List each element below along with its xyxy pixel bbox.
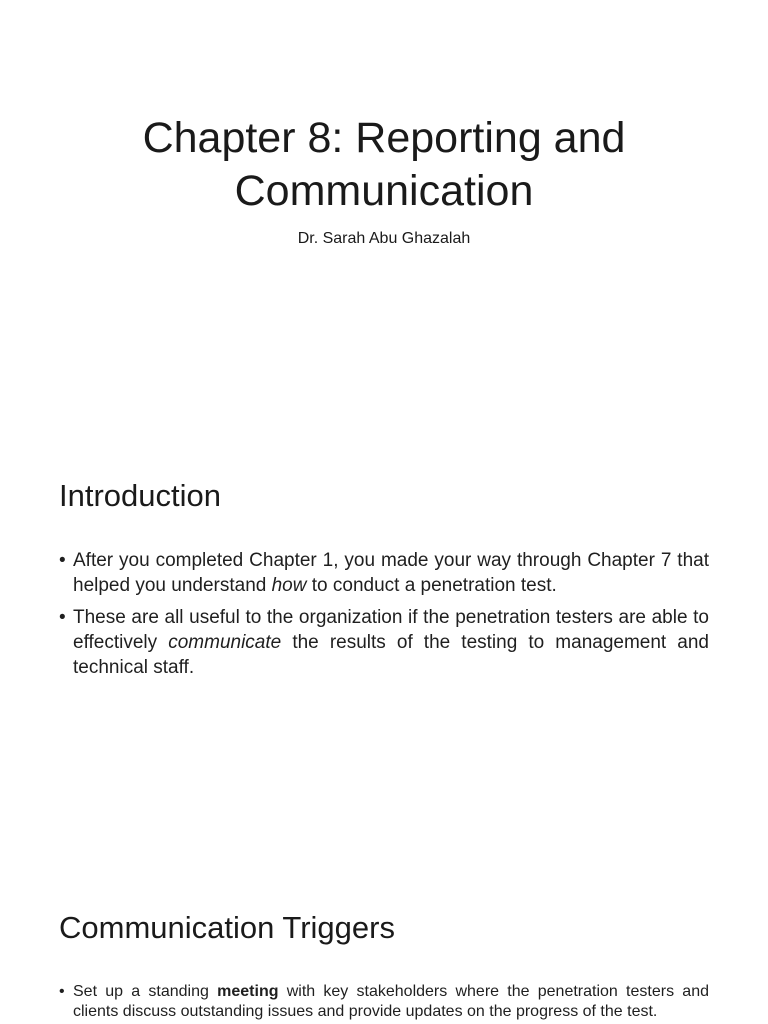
bullet-strong-text: meeting — [217, 983, 279, 1000]
title-slide — [0, 0, 768, 432]
bullet-icon: • — [59, 983, 65, 1000]
bullet-icon: • — [59, 550, 66, 571]
bullet-text: Set up a standing — [73, 983, 218, 1000]
bullet-text: with key stakeholders where the penetration testers and clients discuss outstanding issues and provide updates on the progress of the test. — [73, 983, 710, 1020]
bullet-item — [59, 605, 709, 680]
bullet-icon: • — [59, 607, 66, 628]
slide-subtitle-author: Dr. Sarah Abu Ghazalah — [297, 230, 471, 247]
bullet-text: These are all useful to the organization if the penetration testers are able to effectively — [73, 607, 709, 653]
bullet-item — [59, 548, 709, 598]
bullet-list — [59, 548, 709, 687]
bullet-text: to conduct a penetration test. — [306, 575, 557, 596]
bullet-text: After you completed Chapter 1, you made your way through Chapter 7 that helped you understand — [73, 550, 709, 596]
slide-title: Chapter 8: Reporting and Communication — [142, 114, 626, 215]
bullet-emphasis: communicate — [168, 632, 282, 653]
bullet-item — [59, 982, 709, 1022]
communication-triggers-slide — [0, 864, 768, 1024]
bullet-emphasis: how — [271, 575, 307, 596]
bullet-list — [59, 982, 709, 1022]
bullet-text: the results of the testing to management and technical staff. — [73, 632, 709, 678]
slide-heading: Communication Triggers — [59, 910, 395, 945]
slide-heading: Introduction — [59, 478, 221, 513]
introduction-slide — [0, 432, 768, 864]
